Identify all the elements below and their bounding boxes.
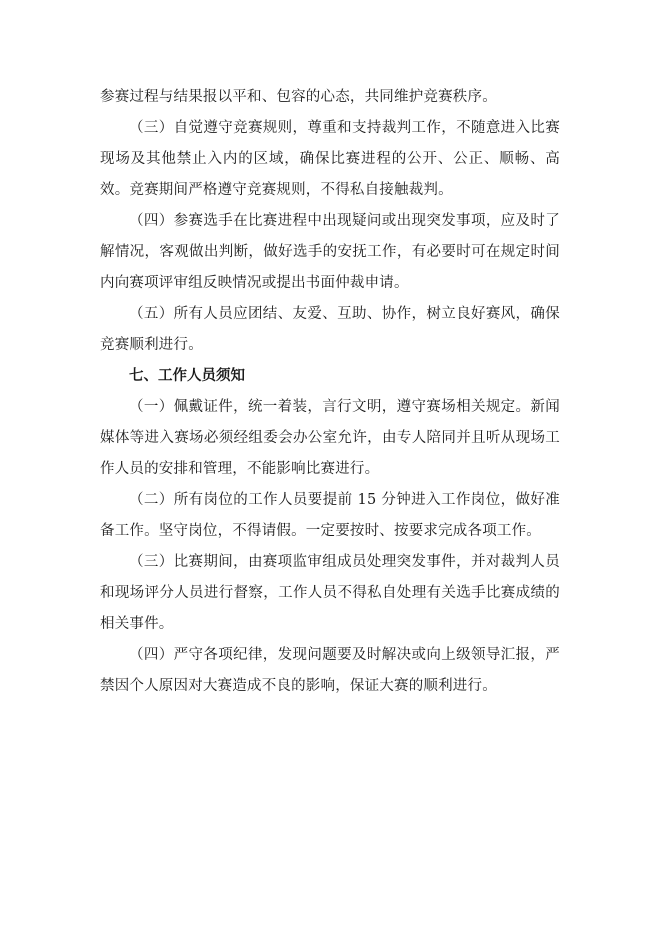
section-heading-staff-notice: 七、工作人员须知 [129,368,245,384]
paragraph-rule-4: （四）参赛选手在比赛进程中出现疑问或出现突发事项，应及时了解情况，客观做出判断，做好选手的安抚工作，有必要时可在规定时间内向赛项评审组反映情况或提出书面仲裁申请。 [100,213,560,291]
paragraph-staff-2: （二）所有岗位的工作人员要提前 15 分钟进入工作岗位，做好准备工作。坚守岗位，不得请假。一定要按时、按要求完成各项工作。 [100,492,560,539]
document-body [100,82,560,702]
paragraph-rule-5: （五）所有人员应团结、友爱、互助、协作，树立良好赛风，确保竞赛顺利进行。 [100,306,560,353]
paragraph-staff-3: （三）比赛期间，由赛项监审组成员处理突发事件，并对裁判人员和现场评分人员进行督察，工作人员不得私自处理有关选手比赛成绩的相关事件。 [100,554,560,632]
paragraph-rule-3: （三）自觉遵守竞赛规则，尊重和支持裁判工作，不随意进入比赛现场及其他禁止入内的区域，确保比赛进程的公开、公正、顺畅、高效。竞赛期间严格遵守竞赛规则，不得私自接触裁判。 [100,120,560,198]
paragraph-continued: 参赛过程与结果报以平和、包容的心态，共同维护竞赛秩序。 [100,89,497,105]
paragraph-staff-1: （一）佩戴证件，统一着装，言行文明，遵守赛场相关规定。新闻媒体等进入赛场必须经组委会办公室允许，由专人陪同并且听从现场工作人员的安排和管理，不能影响比赛进行。 [100,399,560,477]
paragraph-staff-4: （四）严守各项纪律，发现问题要及时解决或向上级领导汇报，严禁因个人原因对大赛造成不良的影响，保证大赛的顺利进行。 [100,647,560,694]
